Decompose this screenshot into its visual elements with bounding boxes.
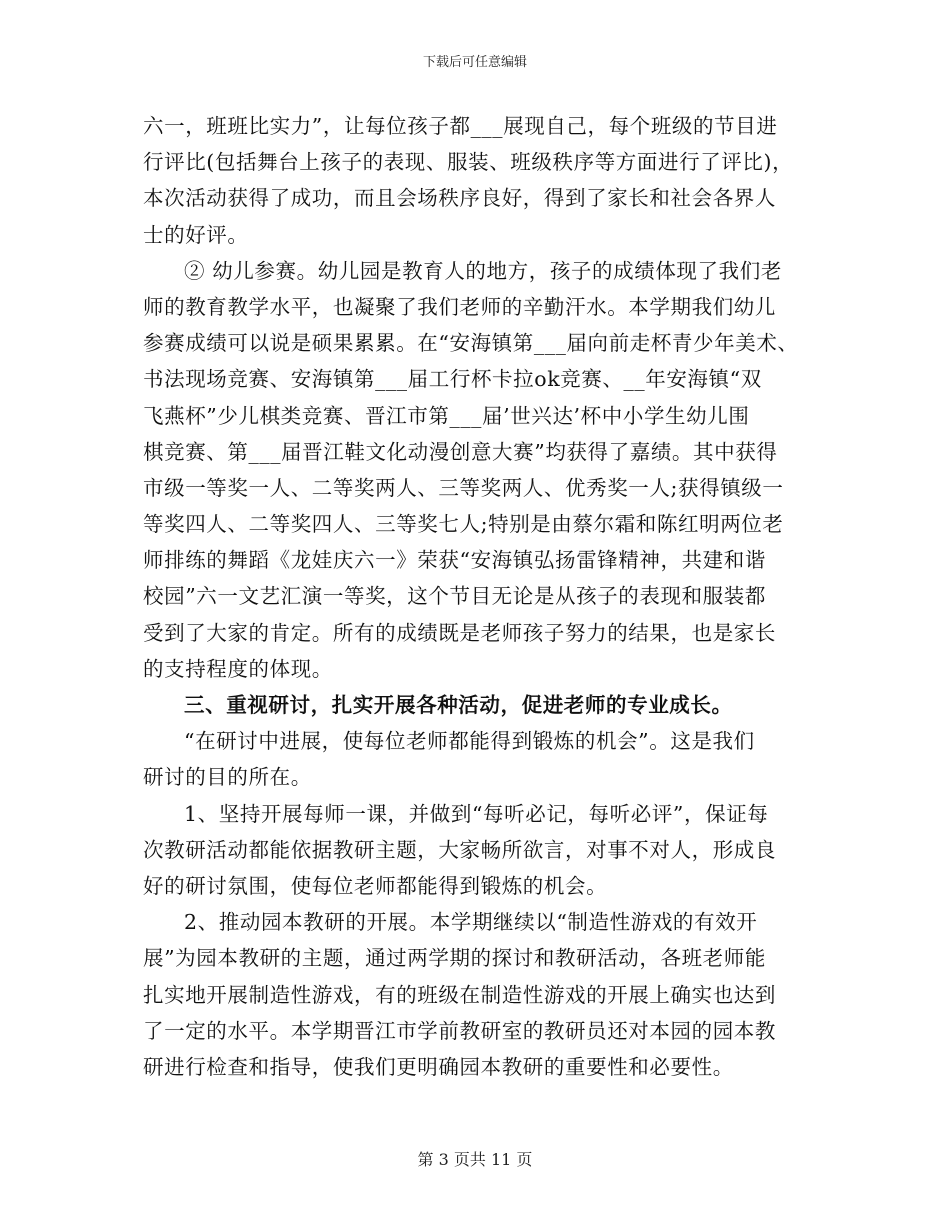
text-line: 好的研讨氛围，使每位老师都能得到锻炼的机会。 (143, 873, 608, 898)
text-line: 次教研活动都能依据教研主题，大家畅所欲言，对事不对人，形成良 (143, 837, 776, 862)
text-line: 书法现场竞赛、安海镇第___届工行杯卡拉ok竞赛、__年安海镇“双 (143, 367, 762, 392)
text-line: 扎实地开展制造性游戏，有的班级在制造性游戏的开展上确实也达到 (143, 982, 776, 1007)
text-line: 等奖四人、二等奖四人、三等奖七人;特别是由蔡尔霜和陈红明两位老 (143, 512, 784, 537)
paragraph-start-line: 2、推动园本教研的开展。本学期继续以“制造性游戏的有效开 (184, 910, 758, 935)
text-line: 师排练的舞蹈《龙娃庆六一》荣获“安海镇弘扬雷锋精神，共建和谐 (143, 548, 766, 573)
text-line: 了一定的水平。本学期晋江市学前教研室的教研员还对本园的园本教 (143, 1018, 776, 1043)
paragraph-start-line: “在研讨中进展，使每位老师都能得到锻炼的机会”。这是我们 (184, 729, 755, 754)
page-footer: 第 3 页共 11 页 (417, 1150, 533, 1169)
text-line: 展”为园本教研的主题，通过两学期的探讨和教研活动，各班老师能 (143, 946, 766, 971)
page-header: 下载后可任意编辑 (422, 55, 527, 70)
text-line: 行评比(包括舞台上孩子的表现、服装、班级秩序等方面进行了评比)， (143, 150, 794, 175)
text-line: 研进行检查和指导，使我们更明确园本教研的重要性和必要性。 (143, 1054, 734, 1079)
text-line: 师的教育教学水平，也凝聚了我们老师的辛勤汗水。本学期我们幼儿 (143, 294, 776, 319)
text-line: 士的好评。 (143, 222, 249, 247)
section-heading: 三、重视研讨，扎实开展各种活动，促进老师的专业成长。 (184, 693, 733, 717)
text-line: 参赛成绩可以说是硕果累累。在“安海镇第___届向前走杯青少年美术、 (143, 331, 799, 356)
text-line: 飞燕杯”少儿棋类竞赛、晋江市第___届’世兴达’杯中小学生幼儿围 (143, 403, 750, 428)
text-line: 受到了大家的肯定。所有的成绩既是老师孩子努力的结果，也是家长 (143, 620, 776, 645)
text-line: 的支持程度的体现。 (143, 656, 333, 681)
text-line: 校园”六一文艺汇演一等奖，这个节目无论是从孩子的表现和服装都 (143, 584, 766, 609)
paragraph-start-line: 1、坚持开展每师一课，并做到“每听必记，每听必评”，保证每 (184, 801, 769, 826)
paragraph-start-line: ② 幼儿参赛。幼儿园是教育人的地方，孩子的成绩体现了我们老 (184, 258, 782, 283)
text-line: 市级一等奖一人、二等奖两人、三等奖两人、优秀奖一人;获得镇级一 (143, 475, 784, 500)
text-line: 六一，班班比实力”，让每位孩子都___展现自己，每个班级的节目进 (143, 114, 778, 138)
text-line: 棋竞赛、第___届晋江鞋文化动漫创意大赛”均获得了嘉绩。其中获得 (143, 439, 778, 464)
text-line: 本次活动获得了成功，而且会场秩序良好，得到了家长和社会各界人 (143, 186, 776, 211)
document-body (143, 108, 805, 1085)
text-line: 研讨的目的所在。 (143, 765, 312, 790)
